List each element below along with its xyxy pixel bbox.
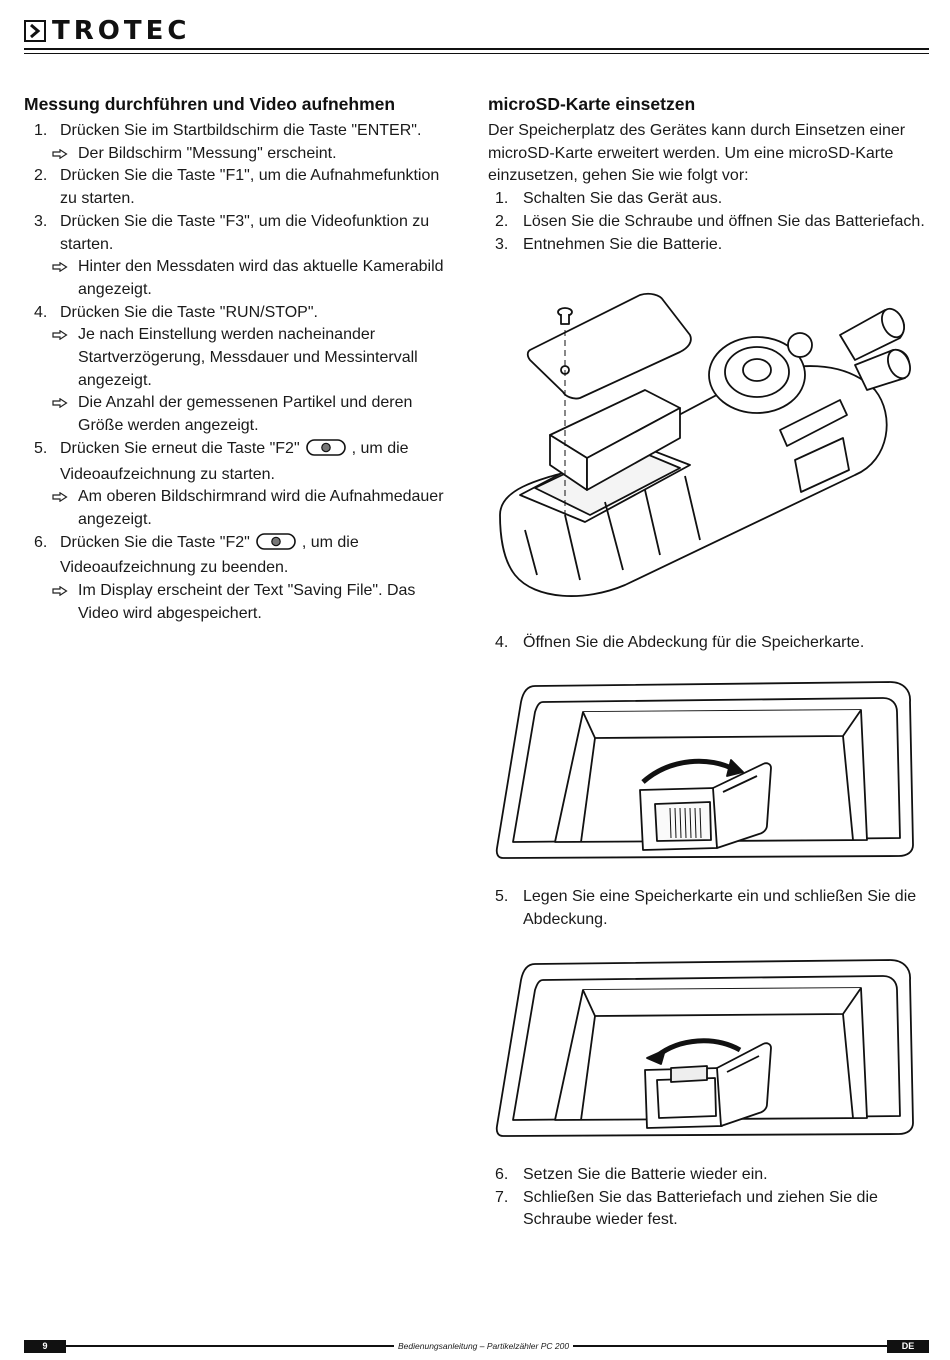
step-2 (24, 165, 459, 210)
step-1 (24, 120, 459, 143)
step-3 (24, 211, 459, 256)
step-text-part: , um die Videoaufzeichnung zu starten. (60, 439, 409, 483)
header-rule-thin (24, 53, 929, 54)
result-arrow-icon (52, 143, 78, 166)
header-rule (24, 48, 929, 50)
result-text: Hinter den Messdaten wird das aktuelle Kamerabild angezeigt. (78, 258, 444, 298)
step-text: Öffnen Sie die Abdeckung für die Speicherkarte. (523, 634, 865, 651)
step-text: Schließen Sie das Batteriefach und ziehen Sie die Schraube wieder fest. (523, 1188, 878, 1229)
step-text: Drücken Sie im Startbildschirm die Taste "ENTER". (60, 122, 422, 139)
step-2 (488, 211, 928, 234)
step-number: 7. (495, 1188, 509, 1206)
step-number: 1. (34, 122, 48, 139)
result-text: Die Anzahl der gemessenen Partikel und deren Größe werden angezeigt. (78, 394, 413, 435)
device-battery-illustration (495, 290, 920, 610)
step-result (24, 256, 459, 301)
logo-chevron-icon (24, 20, 46, 42)
result-text: Je nach Einstellung werden nacheinander Startverzögerung, Messdauer und Messintervall angezeigt. (78, 326, 418, 389)
step-number: 6. (495, 1166, 509, 1183)
brand-name: TROTEC (52, 16, 191, 46)
step-7 (488, 1187, 928, 1232)
step-text: Drücken Sie die Taste "F1", um die Aufnahmefunktion zu starten. (60, 167, 440, 208)
step-result (24, 143, 459, 166)
right-column (488, 92, 928, 256)
step-result (24, 392, 459, 437)
step-text-part: , um die Videoaufzeichnung zu beenden. (60, 533, 359, 577)
result-arrow-icon (52, 392, 78, 437)
step-text: Drücken Sie die Taste "RUN/STOP". (60, 303, 318, 321)
microsd-cover-open-illustration (495, 680, 915, 870)
step-result (24, 324, 459, 392)
page-header (24, 14, 929, 54)
left-column (24, 92, 459, 625)
step-number: 4. (34, 303, 48, 321)
page-number: 9 (24, 1340, 66, 1353)
section-heading-video: Messung durchführen und Video aufnehmen (24, 94, 396, 114)
step-5 (488, 886, 928, 931)
footer-title: Bedienungsanleitung – Partikelzähler PC 200 (394, 1340, 573, 1353)
step-4-block (488, 632, 928, 655)
step-number: 3. (34, 212, 48, 230)
step-text: Schalten Sie das Gerät aus. (523, 190, 723, 208)
step-number: 5. (495, 888, 509, 905)
result-text: Am oberen Bildschirmrand wird die Aufnahmedauer angezeigt. (78, 488, 444, 528)
f2-button-icon (256, 533, 296, 558)
step-text: Entnehmen Sie die Batterie. (523, 235, 723, 253)
step-4 (488, 632, 928, 655)
step-text-part: Drücken Sie die Taste "F2" (60, 533, 250, 551)
step-5-block (488, 886, 928, 931)
section-heading-microsd: microSD-Karte einsetzen (488, 94, 696, 114)
step-number: 6. (34, 533, 48, 551)
step-number: 3. (495, 235, 509, 253)
step-number: 1. (495, 190, 509, 208)
intro-text: Der Speicherplatz des Gerätes kann durch Einsetzen einer microSD-Karte erweitert werden. Um eine microSD-Karte einzusetzen, gehen Sie wie folgt vor: (488, 122, 906, 185)
step-6 (488, 1164, 928, 1187)
microsd-cover-close-illustration (495, 958, 915, 1148)
step-3 (488, 234, 928, 257)
step-text: Lösen Sie die Schraube und öffnen Sie das Batteriefach. (523, 212, 925, 230)
step-result (24, 580, 459, 625)
step-1 (488, 188, 928, 211)
result-arrow-icon (52, 580, 78, 625)
page-footer (24, 1340, 929, 1353)
result-arrow-icon (52, 256, 78, 301)
step-number: 4. (495, 634, 509, 651)
step-text (60, 532, 459, 580)
step-text: Legen Sie eine Speicherkarte ein und schließen Sie die Abdeckung. (523, 888, 917, 928)
step-number: 2. (34, 167, 48, 185)
result-text: Der Bildschirm "Messung" erscheint. (78, 144, 337, 162)
step-6 (24, 532, 459, 580)
step-text-part: Drücken Sie erneut die Taste "F2" (60, 439, 300, 457)
step-4 (24, 302, 459, 325)
result-arrow-icon (52, 486, 78, 531)
step-number: 2. (495, 212, 509, 230)
step-text (60, 438, 459, 486)
step-result (24, 486, 459, 531)
steps-6-7-block (488, 1164, 928, 1232)
language-code: DE (887, 1340, 929, 1353)
f2-button-icon (306, 439, 346, 464)
step-5 (24, 438, 459, 486)
step-text: Setzen Sie die Batterie wieder ein. (523, 1166, 768, 1183)
result-arrow-icon (52, 324, 78, 392)
step-number: 5. (34, 439, 48, 457)
step-text: Drücken Sie die Taste "F3", um die Videofunktion zu starten. (60, 212, 430, 253)
trotec-logo (24, 18, 190, 44)
result-text: Im Display erscheint der Text "Saving File". Das Video wird abgespeichert. (78, 582, 416, 622)
